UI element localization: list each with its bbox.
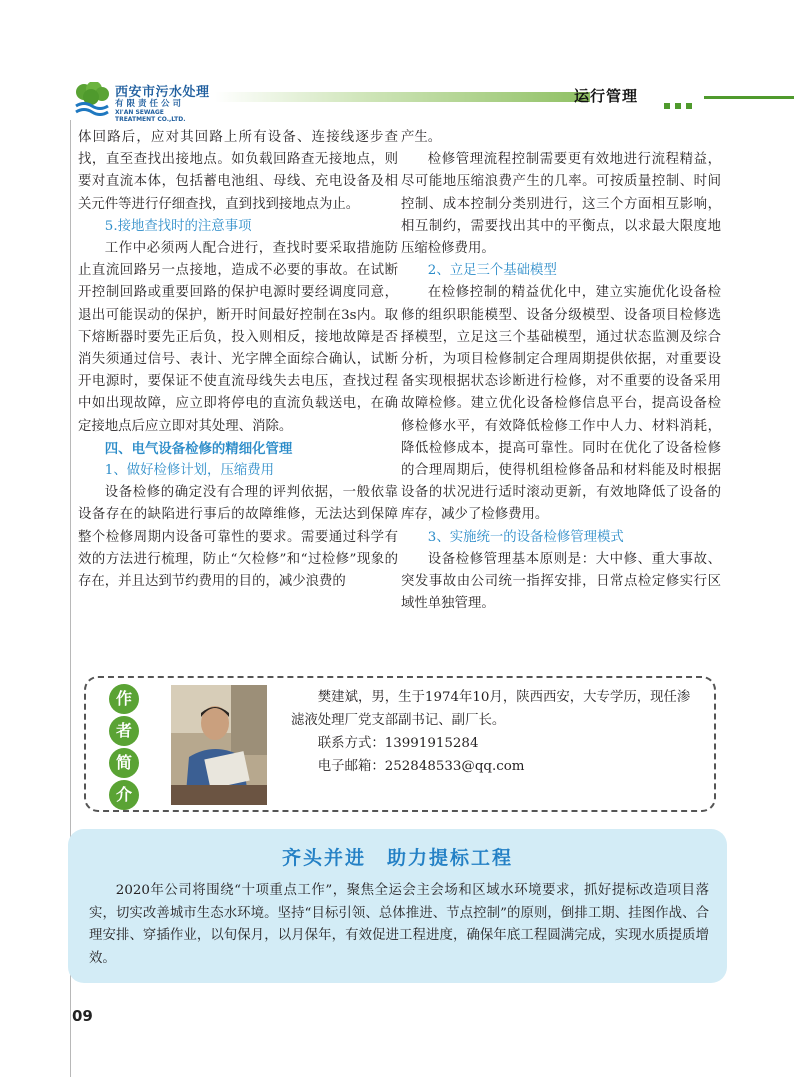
paragraph: 检修管理流程控制需要更有效地进行流程精益，尽可能地压缩浪费产生的几率。可按质量控制、时间控制、成本控制分类别进行，这三个方面相互影响，相互制约，需要找出其中的平衡点，以求最大限度地压缩检修费用。 <box>401 152 721 257</box>
header-gradient-bar <box>215 92 590 102</box>
logo-english: XI'AN SEWAGE TREATMENT CO.,LTD. <box>115 109 186 123</box>
subheading: 5.接地查找时的注意事项 <box>104 218 252 234</box>
badge-char: 简 <box>109 748 139 778</box>
section-title: 运行管理 <box>574 87 639 105</box>
paragraph: 工作中必须两人配合进行，查找时要采取措施防止直流回路另一点接地，造成不必要的事故。在试断开控制回路或重要回路的保护电源时要经调度同意，退出可能误动的保护，断开时间最好控制在3s内。取下熔断器时要先正后负，投入则相反，接地故障是否消失须通过信号、表计、光字牌全面综合确认，试断开电源时，要保证不使直流母线失去电压，查找过程中如出现故障，应立即将停电的直流负载送电，在确定接地点后应立即对其处理、消除。 <box>78 241 398 434</box>
page-header <box>0 0 794 123</box>
author-badge <box>109 684 143 812</box>
page-number: 09 <box>72 1007 93 1025</box>
paragraph: 体回路后，应对其回路上所有设备、连接线逐步查找，直至查找出接地点。如负载回路查无接地点，则要对直流本体，包括蓄电池组、母线、充电设备及相关元件等进行仔细查找，直到找到接地点为止。 <box>78 130 398 212</box>
paragraph: 设备检修管理基本原则是：大中修、重大事故、突发事故由公司统一指挥安排，日常点检定修实行区域性单独管理。 <box>401 551 721 612</box>
header-decor-squares <box>664 94 697 113</box>
subheading: 3、实施统一的设备检修管理模式 <box>427 529 624 545</box>
logo-subtitle: 有限责任公司 <box>115 99 185 109</box>
subheading: 2、立足三个基础模型 <box>427 263 557 279</box>
company-logo <box>72 78 222 124</box>
article-column-left <box>78 127 398 593</box>
author-profile-box <box>84 676 716 812</box>
author-portrait-icon <box>171 685 267 805</box>
author-email: 电子邮箱：252848533@qq.com <box>317 759 525 774</box>
subheading: 1、做好检修计划，压缩费用 <box>104 463 275 479</box>
author-info <box>291 686 701 778</box>
paragraph: 产生。 <box>401 130 442 145</box>
badge-char: 作 <box>109 684 139 714</box>
paragraph: 在检修控制的精益优化中，建立实施优化设备检修的组织职能模型、设备分级模型、设备项目检修选择模型，立足这三个基础模型，通过状态监测及综合分析，为项目检修制定合理周期提供依据，对重要设备实现根据状态诊断进行检修，对不重要的设备采用故障检修。建立优化设备检修信息平台，提高设备检修检修水平，有效降低检修工作中人力、材料消耗，降低检修成本，提高可靠性。同时在优化了设备检修的合理周期后，使得机组检修备品和材料能及时根据设备的状况进行适时滚动更新，有效地降低了设备的库存，减少了检修费用。 <box>401 285 721 523</box>
logo-name: 西安市污水处理 <box>115 85 210 100</box>
article-column-right <box>401 127 721 615</box>
author-contact: 联系方式：13991915284 <box>317 736 479 751</box>
promo-body: 2020年公司将围绕“十项重点工作”，聚焦全运会主会场和区域水环境要求，抓好提标改造项目落实，切实改善城市生态水环境。坚持“目标引领、总体推进、节点控制”的原则，倒排工期、挂图作战、合理安排、穿插作业，以旬保月，以月保年，有效促进工程进度，确保年底工程圆满完成，实现水质提质增效。 <box>89 883 709 966</box>
badge-char: 者 <box>109 716 139 746</box>
logo-tree-icon <box>72 82 112 116</box>
section-heading: 四、电气设备检修的精细化管理 <box>104 440 293 457</box>
author-bio: 樊建斌，男，生于1974年10月，陕西西安，大专学历，现任渗滤液处理厂党支部副书记、副厂长。 <box>291 690 691 728</box>
author-photo <box>171 685 267 805</box>
header-decor-line <box>704 96 794 99</box>
promo-box <box>68 829 727 983</box>
promo-title: 齐头并进 助力提标工程 <box>281 847 513 869</box>
paragraph: 设备检修的确定没有合理的评判依据，一般依靠设备存在的缺陷进行事后的故障维修，无法达到保障整个检修周期内设备可靠性的要求。需要通过科学有效的方法进行梳理，防止“欠检修”和“过检修”现象的存在，并且达到节约费用的目的，减少浪费的 <box>78 485 398 590</box>
badge-char: 介 <box>109 780 139 810</box>
